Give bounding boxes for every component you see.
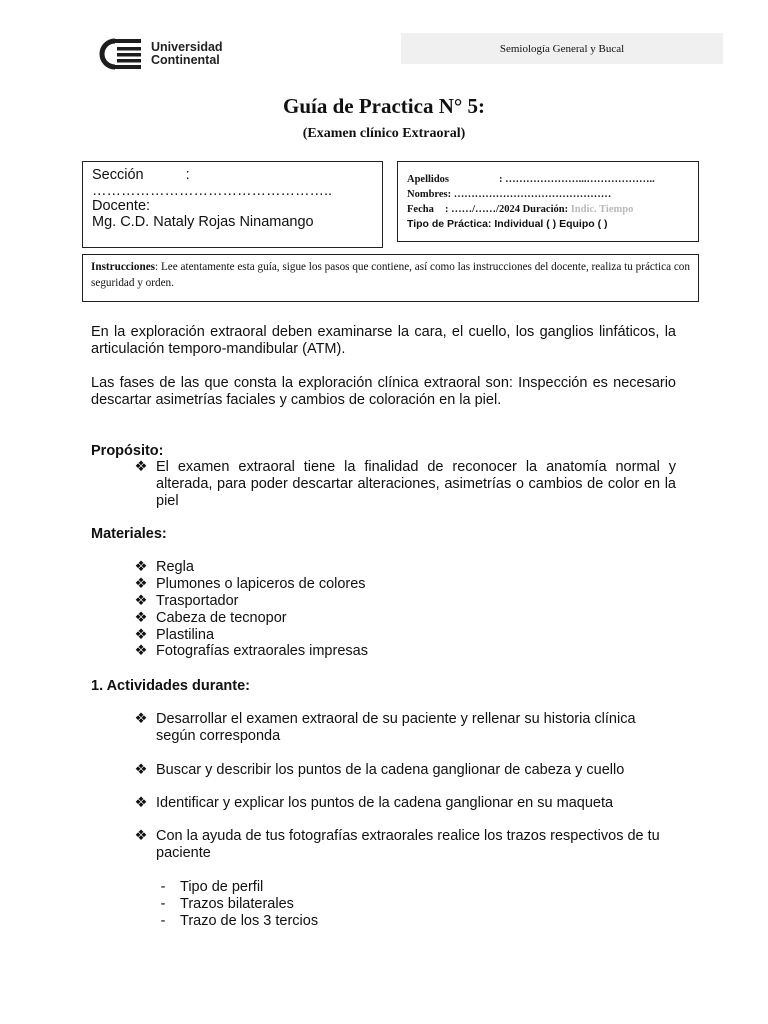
bullet-icon: ❖: [134, 795, 148, 811]
nombres-row: [407, 187, 689, 202]
materials-heading: Materiales:: [91, 526, 167, 542]
purpose-item: [0, 459, 768, 513]
section-dots[interactable]: …………………………………………..: [92, 182, 333, 199]
sub-list-item: [0, 879, 768, 896]
material-item: Fotografías extraorales impresas: [156, 643, 368, 659]
instructions-box: [82, 254, 699, 302]
bullet-icon: ❖: [134, 762, 148, 778]
duracion-field[interactable]: Indic. Tiempo: [570, 204, 634, 215]
activity-item: [0, 795, 768, 812]
section-row: [92, 168, 373, 184]
material-item: Regla: [156, 559, 194, 575]
bullet-icon: ❖: [134, 711, 148, 727]
section-label: Sección: [92, 167, 144, 183]
list-item: [0, 643, 768, 660]
purpose-heading: Propósito:: [91, 443, 164, 459]
dash-marker: -: [160, 896, 166, 912]
apellidos-row: [407, 172, 689, 187]
course-name: Semiología General y Bucal: [401, 33, 723, 64]
activity-text: Desarrollar el examen extraoral de su paciente y rellenar su historia clínica según corresponda: [156, 711, 636, 744]
student-info-box: [397, 161, 699, 242]
university-logo-icon: [93, 38, 143, 70]
section-colon: :: [185, 167, 190, 183]
material-item: Cabeza de tecnopor: [156, 610, 287, 626]
practice-type: Tipo de Práctica: Individual ( ) Equipo ( ): [407, 218, 608, 230]
list-item: [0, 610, 768, 627]
document-subtitle: (Examen clínico Extraoral): [302, 126, 466, 141]
fecha-label: Fecha: [407, 204, 434, 215]
dash-marker: -: [160, 913, 166, 929]
material-item: Plastilina: [156, 627, 215, 643]
sub-item-text: Trazo de los 3 tercios: [180, 913, 319, 929]
dash-marker: -: [160, 879, 166, 895]
duracion-label: Duración:: [522, 204, 569, 215]
bullet-icon: ❖: [134, 593, 148, 609]
material-item: Trasportador: [156, 593, 239, 609]
activity-text: Buscar y describir los puntos de la cadena ganglionar de cabeza y cuello: [156, 762, 625, 778]
phases-paragraph: Las fases de las que consta la exploración clínica extraoral son: Inspección es necesario descartar asimetrías faciales y cambios de coloración en la piel.: [91, 375, 676, 408]
bullet-icon: ❖: [134, 828, 148, 844]
instructions-label: Instrucciones: [91, 261, 156, 273]
intro-paragraph: En la exploración extraoral deben examinarse la cara, el cuello, los ganglios linfáticos, la articulación temporo-mandibular (ATM).: [91, 324, 676, 357]
purpose-text: El examen extraoral tiene la finalidad de reconocer la anatomía normal y alterada, para poder descartar alteraciones, asimetrías o cambios de color en la piel: [156, 459, 676, 509]
activity-text: Identificar y explicar los puntos de la cadena ganglionar en su maqueta: [156, 795, 614, 811]
bullet-icon: ❖: [134, 610, 148, 626]
university-logo-text: [151, 41, 223, 67]
sub-item-text: Trazos bilaterales: [180, 896, 294, 912]
bullet-icon: ❖: [134, 459, 148, 475]
bullet-icon: ❖: [134, 559, 148, 575]
sub-list-item: [0, 913, 768, 930]
material-item: Plumones o lapiceros de colores: [156, 576, 366, 592]
sub-item-text: Tipo de perfil: [180, 879, 264, 895]
list-item: [0, 576, 768, 593]
activity-text: Con la ayuda de tus fotografías extraorales realice los trazos respectivos de tu paciente: [156, 828, 660, 861]
logo-line-2: Continental: [151, 53, 220, 67]
bullet-icon: ❖: [134, 627, 148, 643]
nombres-label: Nombres: [407, 189, 448, 200]
fecha-row: [407, 202, 689, 217]
teacher-name: Mg. C.D. Nataly Rojas Ninamango: [92, 213, 314, 230]
document-title: Guía de Practica N° 5:: [282, 94, 486, 118]
activities-heading: 1. Actividades durante:: [91, 678, 251, 694]
activity-item: [0, 711, 768, 745]
apellidos-field[interactable]: : …………………...………………..: [499, 174, 655, 185]
activity-item: [0, 828, 768, 862]
apellidos-label: Apellidos: [407, 174, 450, 185]
nombres-field[interactable]: : ………………………………………: [447, 189, 612, 200]
instructions-text: : Lee atentamente esta guía, sigue los pasos que contiene, así como las instrucciones del docente, realiza tu práctica con seguridad y orden.: [91, 261, 690, 289]
teacher-label: Docente:: [92, 198, 151, 214]
section-teacher-box: [82, 161, 383, 248]
list-item: [0, 559, 768, 576]
bullet-icon: ❖: [134, 576, 148, 592]
fecha-field[interactable]: : ……/……/2024: [445, 204, 520, 215]
list-item: [0, 627, 768, 644]
logo-line-1: Universidad: [151, 40, 223, 54]
activity-item: [0, 762, 768, 779]
list-item: [0, 593, 768, 610]
sub-list-item: [0, 896, 768, 913]
bullet-icon: ❖: [134, 643, 148, 659]
